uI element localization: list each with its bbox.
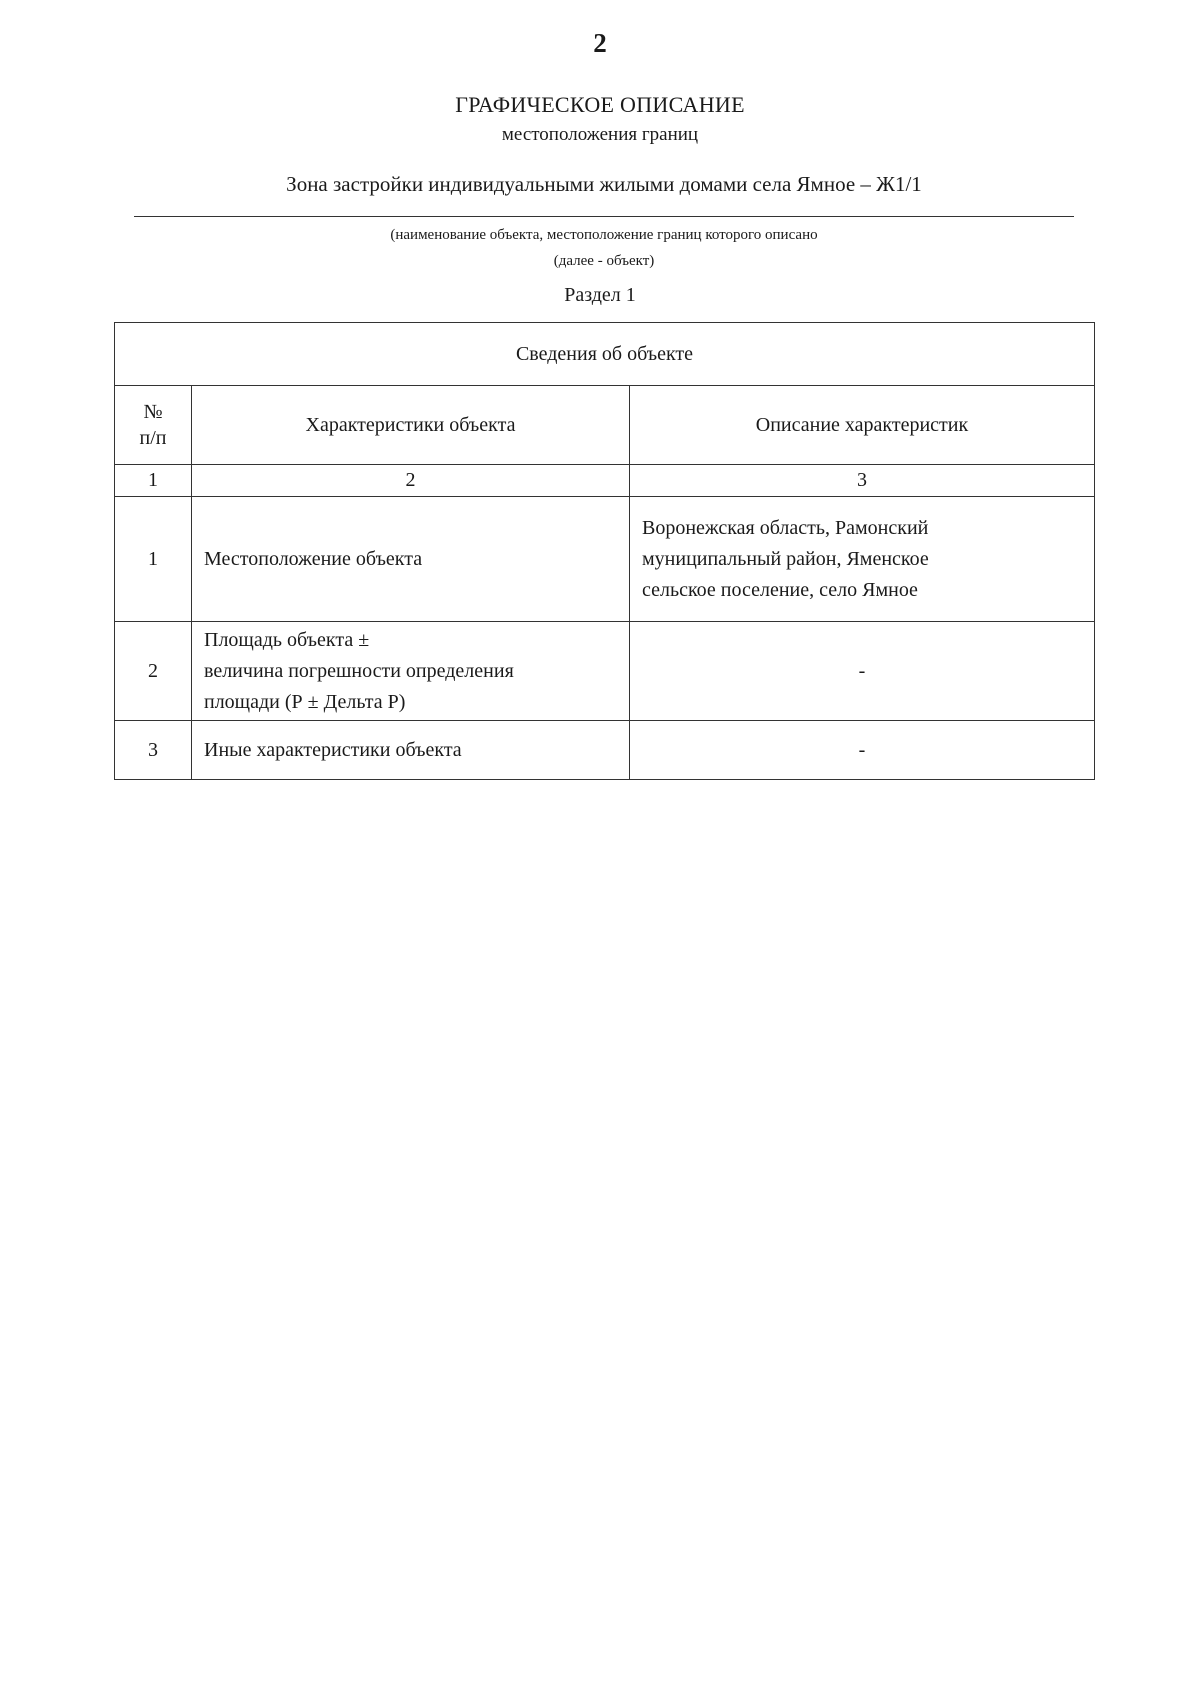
row-characteristic	[192, 497, 630, 622]
object-name-caption	[134, 222, 1074, 274]
cell-line: -	[858, 738, 866, 761]
table-column-numbers-row	[115, 465, 1095, 497]
cell-line: Площадь объекта ±	[204, 628, 370, 651]
row-number: 1	[115, 497, 192, 622]
row-number: 2	[115, 622, 192, 721]
cell-line: муниципальный район, Яменское	[642, 547, 929, 570]
column-number: 2	[192, 465, 630, 497]
document-title: ГРАФИЧЕСКОЕ ОПИСАНИЕ	[455, 92, 745, 117]
table-row	[115, 622, 1095, 721]
cell-line: Иные характеристики объекта	[204, 738, 462, 761]
object-name: Зона застройки индивидуальными жилыми домами села Ямное – Ж1/1	[286, 172, 922, 196]
table-caption-row	[115, 323, 1095, 386]
header-description: Описание характеристик	[630, 386, 1095, 465]
section-label: Раздел 1	[564, 284, 636, 306]
cell-line: площади (Р ± Дельта Р)	[204, 690, 406, 713]
table-row	[115, 721, 1095, 780]
row-number: 3	[115, 721, 192, 780]
table-caption: Сведения об объекте	[115, 323, 1095, 386]
row-description	[630, 622, 1095, 721]
table-row	[115, 497, 1095, 622]
header-characteristic: Характеристики объекта	[192, 386, 630, 465]
cell-line: -	[858, 659, 866, 682]
caption-line: (далее - объект)	[553, 253, 655, 269]
header-number-line: №	[143, 401, 163, 423]
document-subtitle: местоположения границ	[501, 124, 699, 145]
page-number: 2	[593, 28, 607, 58]
column-number: 3	[630, 465, 1095, 497]
caption-line: (наименование объекта, местоположение границ которого описано	[390, 227, 818, 243]
object-info-table	[114, 322, 1095, 780]
row-description	[630, 721, 1095, 780]
row-characteristic	[192, 721, 630, 780]
cell-line: Воронежская область, Рамонский	[642, 516, 929, 539]
column-number: 1	[115, 465, 192, 497]
table-header-row	[115, 386, 1095, 465]
header-number	[115, 386, 192, 465]
underline-divider	[134, 216, 1074, 217]
row-characteristic	[192, 622, 630, 721]
row-description	[630, 497, 1095, 622]
cell-line: величина погрешности определения	[204, 659, 514, 682]
header-number-line: п/п	[139, 427, 167, 449]
cell-line: сельское поселение, село Ямное	[642, 578, 918, 601]
cell-line: Местоположение объекта	[204, 547, 423, 570]
